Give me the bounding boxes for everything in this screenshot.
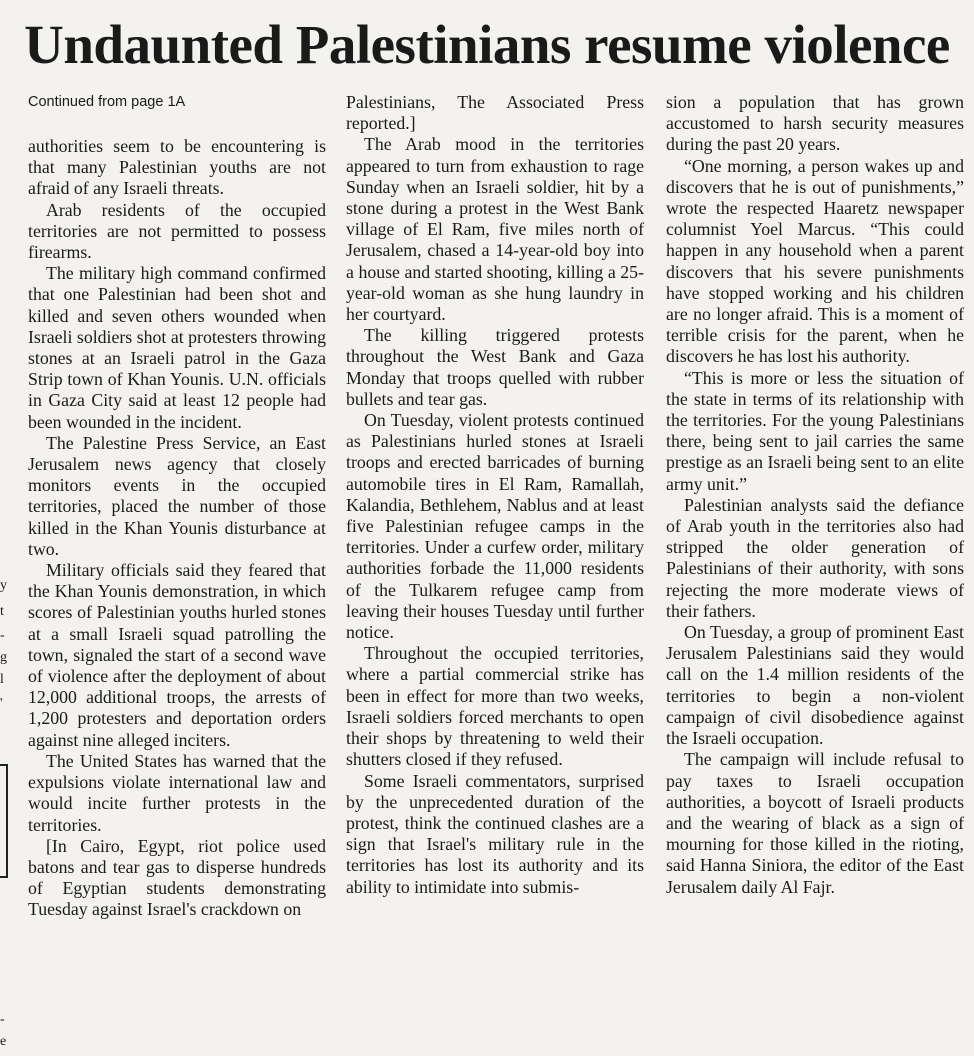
adjacent-column-edge xyxy=(0,0,10,1056)
edge-fragment: ' xyxy=(0,696,3,711)
paragraph: Palestinian analysts said the defiance of Arab youth in the territories also had stripped the older generation of Palestinians of their authority, with sons rejecting the more moderate views of their fathers. xyxy=(666,494,964,621)
paragraph: “This is more or less the situation of the state in terms of its relationship with the territories. For the young Palestinians there, being sent to jail carries the same prestige as an Israeli being sent to an elite army unit.” xyxy=(666,367,964,494)
edge-fragment: e xyxy=(0,1034,7,1049)
paragraph: The campaign will include refusal to pay taxes to Israeli occupation authorities, a boycott of Israeli products and the wearing of black as a sign of mourning for those killed in the rioting, said Hanna Siniora, the editor of the East Jerusalem daily Al Fajr. xyxy=(666,749,964,897)
jump-line: Continued from page 1A xyxy=(28,94,186,110)
paragraph: [In Cairo, Egypt, riot police used batons and tear gas to disperse hundreds of Egyptian students demonstrating Tuesday against Israel's crackdown on xyxy=(28,835,326,920)
paragraph: The United States has warned that the expulsions violate international law and would incite further protests in the territories. xyxy=(28,750,326,835)
edge-fragment: t xyxy=(0,604,4,619)
paragraph: The killing triggered protests throughout the West Bank and Gaza Monday that troops quelled with rubber bullets and tear gas. xyxy=(346,325,644,409)
paragraph: Throughout the occupied territories, where a partial commercial strike has been in effect for more than two weeks, Israeli soldiers forced merchants to open their shops by threatening to weld their shutters closed if they refused. xyxy=(346,643,644,770)
edge-fragment: g xyxy=(0,650,7,665)
edge-fragment: - xyxy=(0,628,5,643)
paragraph: sion a population that has grown accustomed to harsh security measures during the past 20 years. xyxy=(666,92,964,155)
paragraph: The Palestine Press Service, an East Jerusalem news agency that closely monitors events in the occupied territories, placed the number of those killed in the Khan Younis disturbance at two. xyxy=(28,432,326,559)
paragraph: On Tuesday, violent protests continued as Palestinians hurled stones at Israeli troops and erected barricades of burning automobile tires in El Ram, Ramallah, Kalandia, Bethlehem, Nablus and at least five Palestinian refugee camps in the territories. Under a curfew order, military authorities forbade the 11,000 residents of the Tulkarem refugee camp from leaving their houses Tuesday until further notice. xyxy=(346,410,644,643)
article-column-3 xyxy=(666,92,964,898)
paragraph: Military officials said they feared that the Khan Younis demonstration, in which scores of Palestinian youths hurled stones at a small Israeli squad patrolling the town, signaled the start of a second wave of violence after the deployment of about 12,000 additional troops, the arrests of 1,200 protesters and deportation orders against nine alleged inciters. xyxy=(28,560,326,750)
paragraph: “One morning, a person wakes up and discovers that he is out of punishments,” wrote the respected Haaretz newspaper columnist Yoel Marcus. “This could happen in any household when a parent discovers that his severe punishments have stopped working and his children are no longer afraid. This is a moment of terrible crisis for the parent, when he discovers he has lost his authority. xyxy=(666,155,964,367)
edge-fragment: y xyxy=(0,578,7,593)
edge-fragment: - xyxy=(0,1012,5,1027)
adjacent-box-rule xyxy=(0,764,8,878)
paragraph: The military high command confirmed that one Palestinian had been shot and killed and seven others wounded when Israeli soldiers shot at protesters throwing stones at an Israeli patrol in the Gaza Strip town of Khan Younis. U.N. officials in Gaza City said at least 12 people had been wounded in the incident. xyxy=(28,263,326,432)
paragraph: The Arab mood in the territories appeared to turn from exhaustion to rage Sunday when an Israeli soldier, hit by a stone during a protest in the West Bank village of El Ram, five miles north of Jerusalem, chased a 14-year-old boy into a house and started shooting, killing a 25-year-old woman as she hung laundry in her courtyard. xyxy=(346,134,644,325)
headline: Undaunted Palestinians resume violence xyxy=(24,14,950,75)
paragraph: On Tuesday, a group of prominent East Jerusalem Palestinians said they would call on the 1.4 million residents of the territories to begin a non-violent campaign of civil disobedience against the Israeli occupation. xyxy=(666,622,964,749)
article-column-2 xyxy=(346,92,644,898)
edge-fragment: l xyxy=(0,672,4,687)
article-column-1 xyxy=(28,92,326,921)
paragraph: authorities seem to be encountering is that many Palestinian youths are not afraid of any Israeli threats. xyxy=(28,136,326,199)
paragraph: Arab residents of the occupied territories are not permitted to possess firearms. xyxy=(28,199,326,263)
paragraph: Palestinians, The Associated Press reported.] xyxy=(346,92,644,134)
paragraph: Some Israeli commentators, surprised by the unprecedented duration of the protest, think the continued clashes are a sign that Israel's military rule in the territories has lost its authority and its ability to intimidate into submis- xyxy=(346,770,644,897)
